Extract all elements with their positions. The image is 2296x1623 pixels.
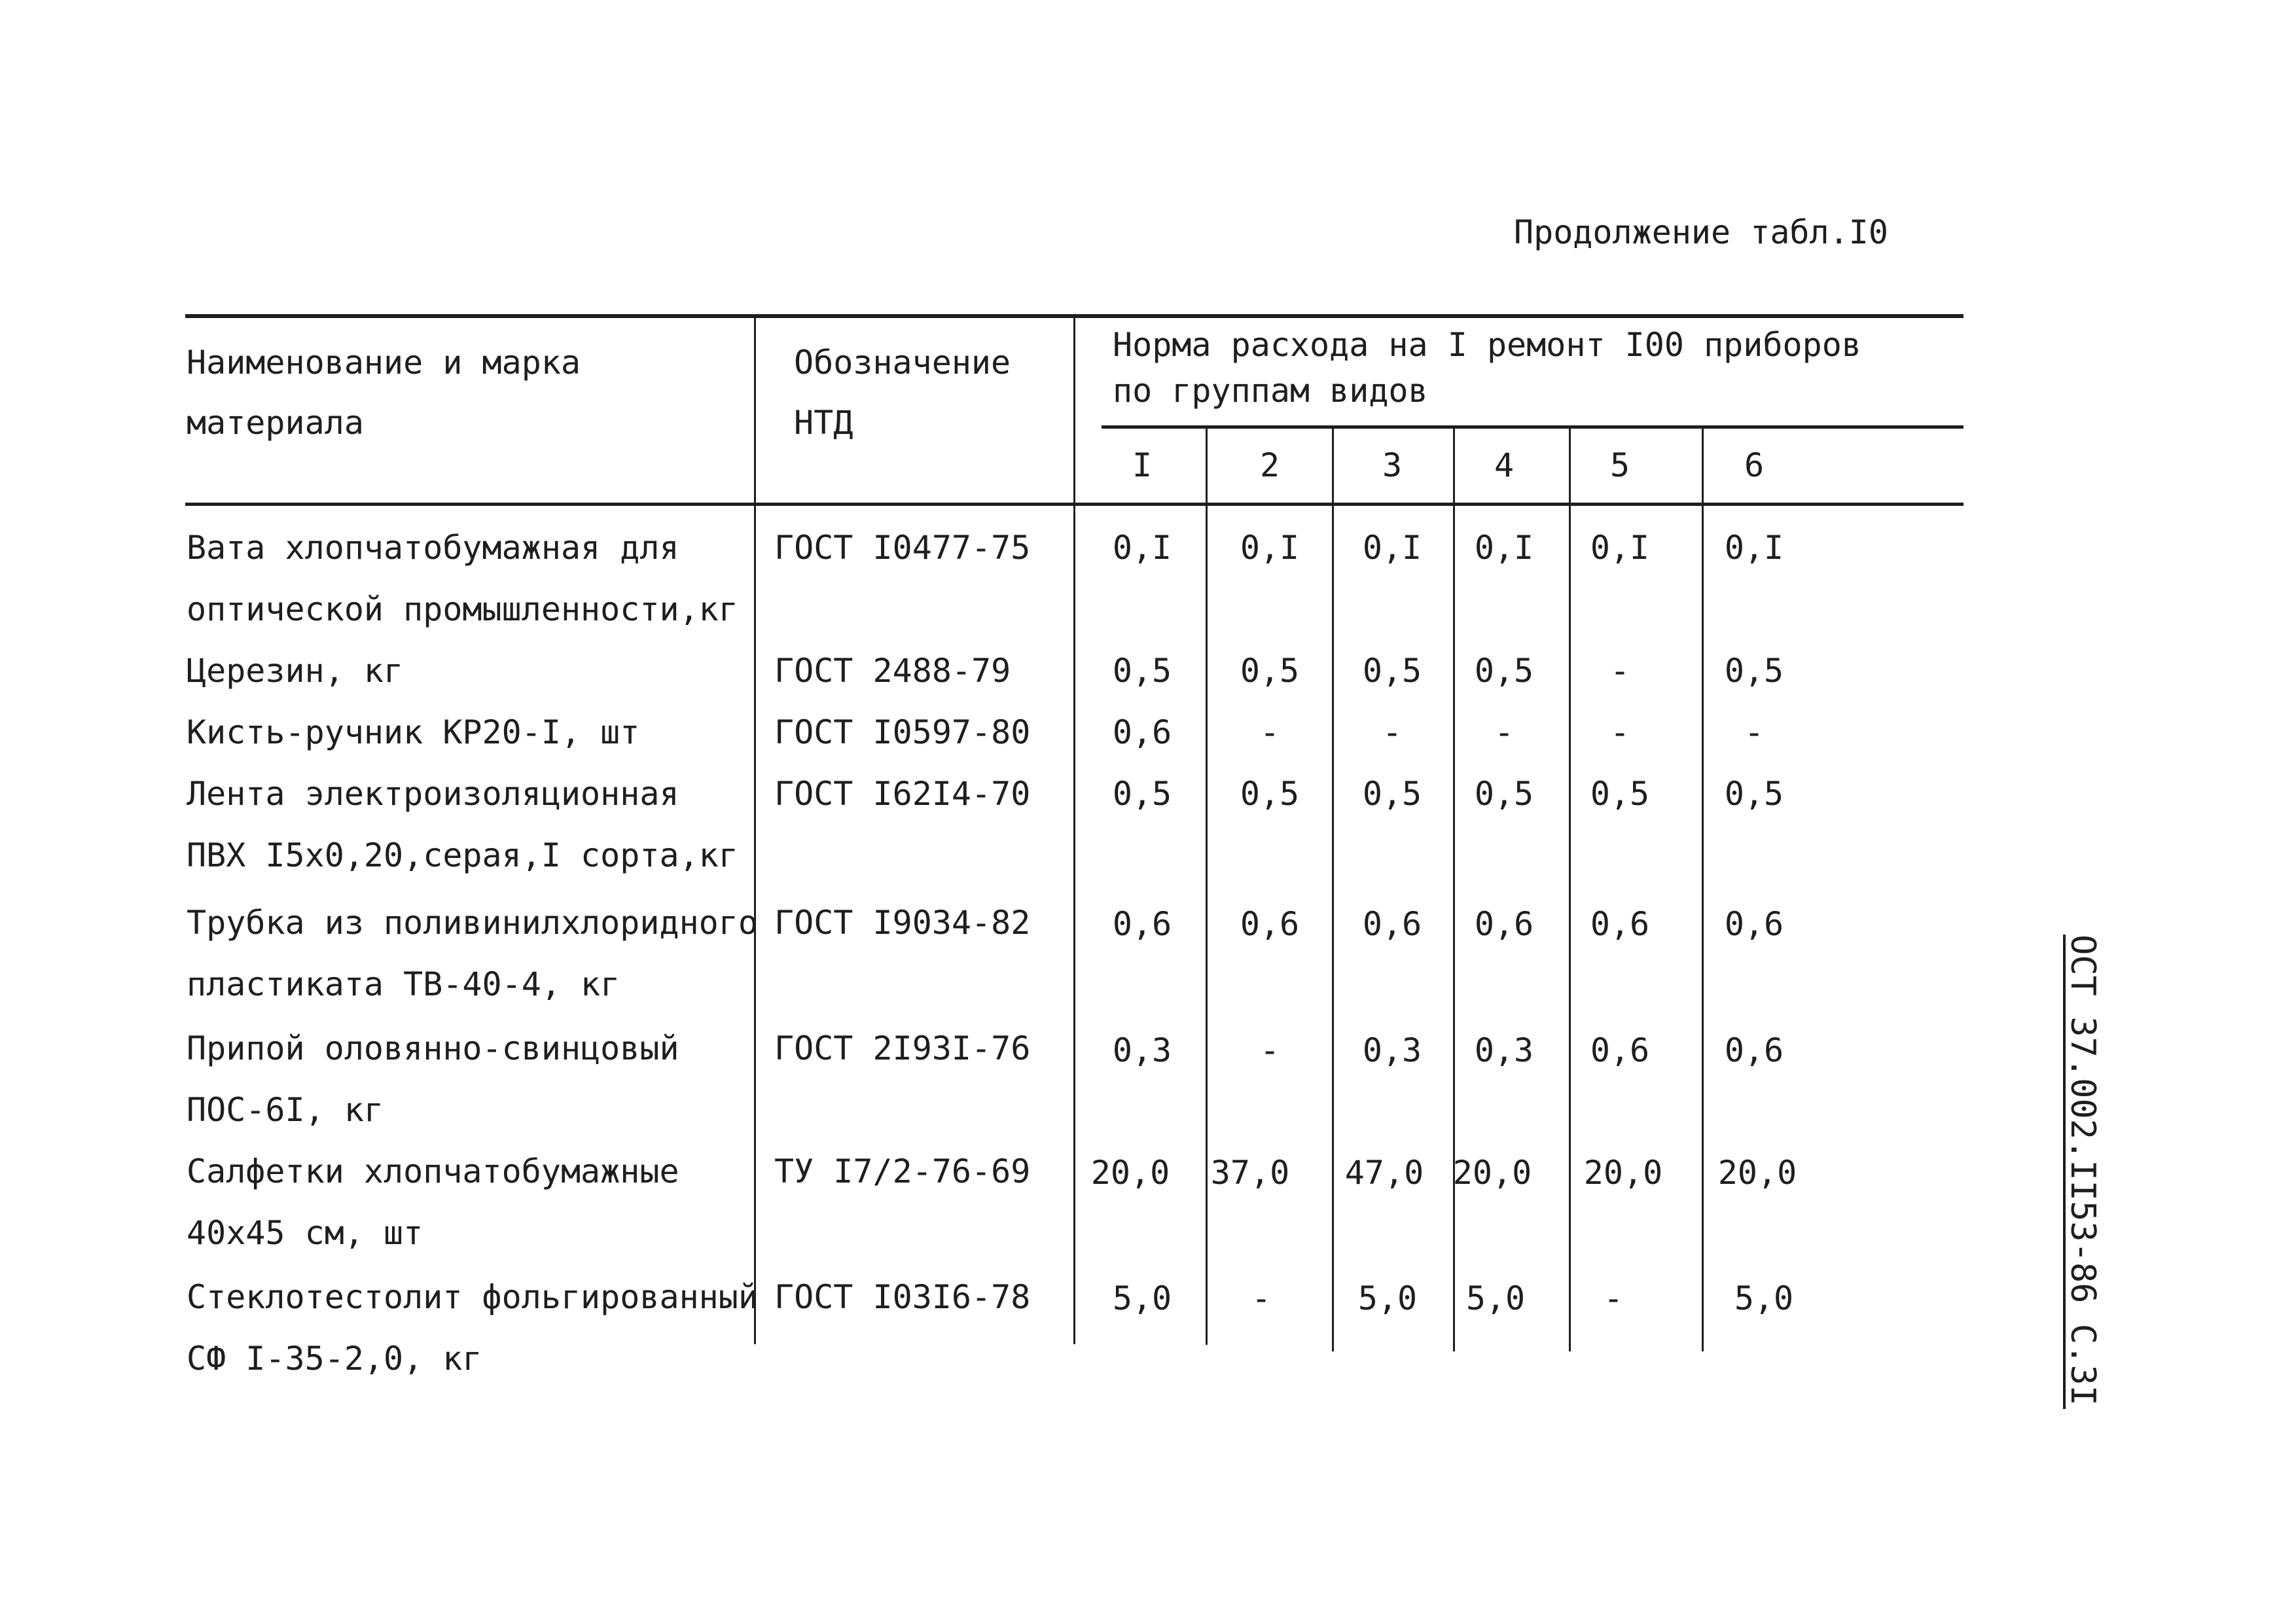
value-g1: 20,0 xyxy=(1090,1154,1170,1192)
value-g1: 0,5 xyxy=(1112,652,1172,690)
value-g5: - xyxy=(1603,1279,1624,1317)
value-g1: 0,5 xyxy=(1112,775,1172,813)
value-g6: 0,5 xyxy=(1724,775,1784,813)
value-g2: 0,5 xyxy=(1240,775,1300,813)
side-stamp xyxy=(2063,935,2102,1406)
material-name: Лента электроизоляционная ПВХ I5х0,20,серая,I сорта,кг xyxy=(187,775,738,874)
value-g3: 0,5 xyxy=(1362,775,1422,813)
group-header-5: 5 xyxy=(1609,446,1630,484)
value-g1: 0,6 xyxy=(1112,905,1172,943)
document-code: ОСТ 37.002.II53-86 xyxy=(2063,935,2102,1304)
value-g1: 5,0 xyxy=(1112,1279,1172,1317)
value-g5: - xyxy=(1609,713,1630,751)
ntd-code: ГОСТ I03I6-78 xyxy=(774,1278,1031,1316)
group-header-rule xyxy=(1102,425,1964,429)
value-g4: 20,0 xyxy=(1452,1154,1532,1192)
material-name: Трубка из поливинилхлоридного пластиката ТВ-40-4, кг xyxy=(187,904,758,1003)
value-g4: - xyxy=(1494,713,1515,751)
group-header-2: 2 xyxy=(1259,446,1280,484)
value-g2: 0,5 xyxy=(1240,652,1300,690)
value-g4: 5,0 xyxy=(1465,1279,1526,1317)
page-number: С.3I xyxy=(2063,1323,2102,1406)
value-g5: - xyxy=(1609,652,1630,690)
value-g1: 0,I xyxy=(1112,529,1172,567)
value-g6: 0,I xyxy=(1724,529,1784,567)
value-g2: 37,0 xyxy=(1210,1154,1290,1192)
header-ntd-col: Обозначение НТД xyxy=(794,344,1011,442)
value-g2: - xyxy=(1259,713,1280,751)
material-name: Церезин, кг xyxy=(187,652,404,690)
value-g2: - xyxy=(1251,1279,1272,1317)
value-g2: 0,I xyxy=(1240,529,1300,567)
value-g5: 0,6 xyxy=(1590,905,1650,943)
value-g4: 0,5 xyxy=(1474,775,1534,813)
ntd-code: ГОСТ I9034-82 xyxy=(774,904,1031,942)
value-g2: 0,6 xyxy=(1240,905,1300,943)
value-g3: 0,I xyxy=(1362,529,1422,567)
value-g3: - xyxy=(1382,713,1403,751)
material-name: Стеклотестолит фольгированный СФ I-35-2,0, кг xyxy=(187,1278,758,1378)
value-g6: 5,0 xyxy=(1734,1279,1794,1317)
ntd-code: ГОСТ I0597-80 xyxy=(774,713,1031,751)
ntd-code: ГОСТ I0477-75 xyxy=(774,529,1031,567)
value-g3: 0,6 xyxy=(1362,905,1422,943)
material-name: Вата хлопчатобумажная для оптической промышленности,кг xyxy=(187,529,738,628)
header-name-col: Наименование и марка материала xyxy=(187,344,581,442)
value-g6: 0,6 xyxy=(1724,1031,1784,1069)
value-g4: 0,I xyxy=(1474,529,1534,567)
header-norm-col: Норма расхода на I ремонт I00 приборов по группам видов xyxy=(1113,326,1861,410)
value-g6: 20,0 xyxy=(1717,1154,1797,1192)
value-g5: 0,6 xyxy=(1590,1031,1650,1069)
value-g5: 20,0 xyxy=(1583,1154,1663,1192)
ntd-code: ГОСТ 2488-79 xyxy=(774,652,1011,690)
group-header-4: 4 xyxy=(1494,446,1515,484)
group-header-3: 3 xyxy=(1382,446,1403,484)
ntd-code: ТУ I7/2-76-69 xyxy=(774,1152,1031,1190)
table-caption: Продолжение табл.I0 xyxy=(1514,213,1888,251)
material-name: Салфетки хлопчатобумажные 40х45 см, шт xyxy=(187,1152,679,1252)
material-name: Кисть-ручник КР20-I, шт xyxy=(187,713,640,751)
material-name: Припой оловянно-свинцовый ПОС-6I, кг xyxy=(187,1029,679,1129)
value-g5: 0,I xyxy=(1590,529,1650,567)
value-g6: 0,5 xyxy=(1724,652,1784,690)
group-header-6: 6 xyxy=(1744,446,1765,484)
value-g2: - xyxy=(1259,1031,1280,1069)
value-g4: 0,3 xyxy=(1474,1031,1534,1069)
value-g1: 0,6 xyxy=(1112,713,1172,751)
value-g5: 0,5 xyxy=(1590,775,1650,813)
value-g4: 0,6 xyxy=(1474,905,1534,943)
ntd-code: ГОСТ 2I93I-76 xyxy=(774,1029,1031,1067)
value-g3: 0,5 xyxy=(1362,652,1422,690)
group-header-1: I xyxy=(1132,446,1153,484)
value-g3: 0,3 xyxy=(1362,1031,1422,1069)
value-g4: 0,5 xyxy=(1474,652,1534,690)
value-g6: 0,6 xyxy=(1724,905,1784,943)
value-g1: 0,3 xyxy=(1112,1031,1172,1069)
side-stamp-text xyxy=(2063,935,2102,1406)
col-divider-1 xyxy=(754,317,756,1344)
value-g3: 5,0 xyxy=(1357,1279,1418,1317)
ntd-code: ГОСТ I62I4-70 xyxy=(774,775,1031,813)
value-g6: - xyxy=(1744,713,1765,751)
value-g3: 47,0 xyxy=(1344,1154,1424,1192)
